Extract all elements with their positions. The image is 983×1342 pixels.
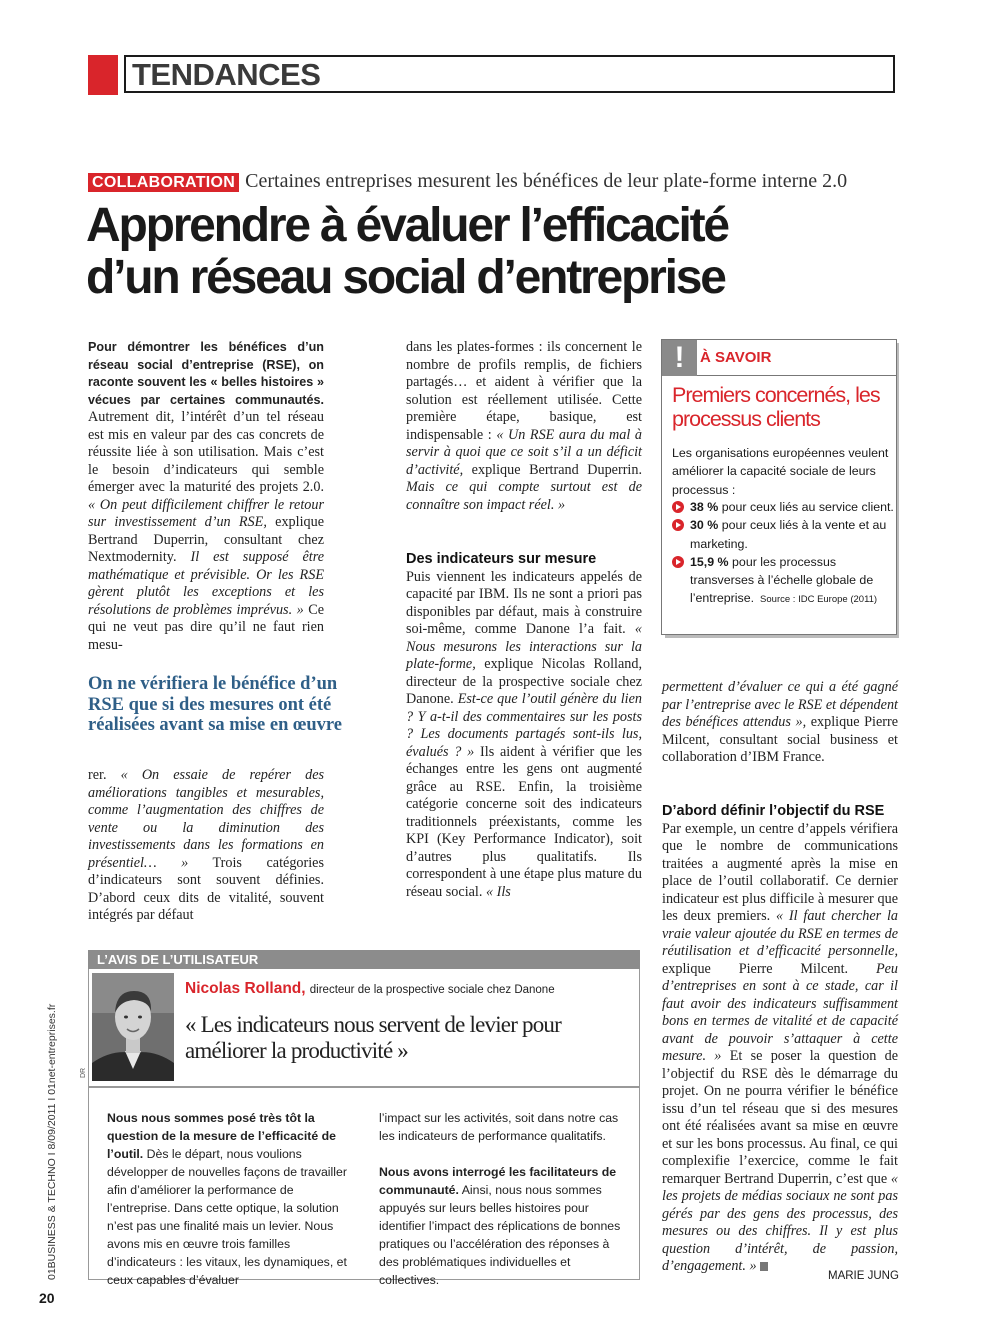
end-mark-icon — [760, 1262, 768, 1271]
pull-quote: On ne vérifiera le bénéfice d’un RSE que si des mesures ont été réalisées avant sa mise en œuvre — [88, 674, 342, 735]
body-text: dans les plates-formes : ils concernent le nombre de profils remplis, de fichiers partagés… et aident à vérifier que la solution est réellement utilisée. Cette première étape, basique, est indispensable : — [406, 339, 642, 443]
lead-paragraph: Pour démontrer les bénéfices d’un réseau social d’entreprise (RSE), on raconte souvent les « belles histoires » vécues par certaines communautés. — [88, 340, 324, 407]
column-3-bottom — [662, 803, 898, 1276]
headline-line-1: Apprendre à évaluer l’efficacité — [86, 199, 728, 252]
source-note: Source : IDC Europe (2011) — [760, 594, 878, 606]
user-opinion-column-2 — [379, 1109, 627, 1289]
body-text: Ils aident à vérifier que les échanges entre les gens ont augmenté grâce au RSE. Enfin, la troisième catégorie concerne soit des indicateurs traditionnels préexistants, comme les KPI (Key Performance Indicator), soit d’autres plus qualitatifs. Ils correspondent à une étape plus mature du réseau social. — [406, 743, 642, 900]
subheading: Des indicateurs sur mesure — [406, 551, 597, 567]
quote-text: Mais ce qui compte surtout est de connaître son impact réel. » — [406, 479, 642, 513]
info-box-title: Premiers concernés, les processus clients — [672, 383, 880, 431]
quote-text: « Nous mesurons les interactions sur la plate-forme, — [406, 621, 643, 672]
quote-text: permettent d’évaluer ce qui a été gagné par l’entreprise avec le RSE et dépendent des bénéfices attendus », — [662, 679, 898, 730]
column-1-bottom — [88, 767, 324, 925]
body-text: Trois catégories d’indicateurs sont souvent définies. D’abord ceux dits de vitalité, souvent intégrés par défaut — [88, 854, 324, 923]
kicker-text: Certaines entreprises mesurent les bénéfices de leur plate-forme interne 2.0 — [245, 170, 848, 192]
quote-text: « Un RSE aura du mal à servir à quoi que ce soit s’il a un déficit d’activité, — [406, 426, 642, 478]
subheading: D’abord définir l’objectif du RSE — [662, 803, 885, 819]
stat-value: 30 % — [690, 518, 719, 533]
divider — [697, 375, 896, 376]
quote-text: « On essaie de repérer des améliorations tangibles et mesurables, comme l’augmentation des chiffres de vente ou la diminution des investissements dans les formations en présentiel… » — [88, 767, 325, 871]
quote-text: « On peut difficilement chiffrer le retour sur investissement d’un RSE, — [88, 496, 324, 530]
column-2-bottom — [406, 551, 642, 901]
user-opinion-column-1 — [107, 1109, 355, 1289]
quote-text: « Il faut chercher la vraie valeur ajoutée du RSE en termes de réutilisation et d’efficacité personnelle, — [662, 908, 899, 959]
stat-value: 38 % — [690, 500, 719, 514]
stat-item — [672, 516, 894, 553]
section-title: TENDANCES — [132, 57, 321, 92]
exclamation-icon: ! — [662, 340, 697, 376]
stat-text: pour ceux liés à la vente et au marketing. — [690, 518, 887, 551]
kicker-tag: COLLABORATION — [88, 173, 239, 192]
user-name: Nicolas Rolland, — [185, 980, 306, 997]
stat-text: pour ceux liés au service client. — [721, 500, 894, 514]
arrow-bullet-icon — [672, 501, 684, 513]
stat-item — [672, 498, 894, 516]
user-quote: « Les indicateurs nous servent de levier pour améliorer la productivité » — [185, 1012, 561, 1063]
body-text: rer. — [88, 767, 107, 783]
quote-text: « Ils — [485, 883, 511, 900]
arrow-bullet-icon — [672, 556, 684, 568]
box-shadow — [897, 343, 899, 638]
body-text: explique Pierre Milcent. — [662, 960, 849, 977]
stat-value: 15,9 % — [690, 554, 729, 569]
bold-text: Nous nous sommes posé très tôt la question de la mesure de l’efficacité de l’outil. — [107, 1111, 336, 1161]
body-text: Et se poser la question de l’objectif du RSE dès le démarrage du projet. On ne pourra vérifier le bénéfice issu d’un tel réseau que si des mesures ont été réalisées avant sa mise en œuvre et sur les bons processus. Au final, ce qui complexifie l’exercice, comme le fait remarquer Bertrand Duperrin, c’est que — [662, 1048, 899, 1187]
headline-line-2: d’un réseau social d’entreprise — [86, 251, 725, 304]
paragraph — [379, 1163, 627, 1289]
column-3-top — [662, 679, 898, 767]
headline — [86, 200, 866, 304]
info-box-label: À SAVOIR — [700, 349, 772, 366]
portrait-illustration — [92, 973, 174, 1081]
section-marker — [88, 55, 118, 95]
body-text: Dès le départ, nous voulions développer de nouvelles façons de travailler afin d’améliorer la performance de l’entreprise. Dans cette optique, la solution n’est pas une finalité mais un levier. Nous avons mis en œuvre trois familles d’indicateurs : les vitaux, les dynamiques, et ceux capables d’évaluer — [107, 1147, 347, 1287]
author-signature: MARIE JUNG — [828, 1270, 899, 1282]
body-text: Autrement dit, l’intérêt d’un tel réseau est mis en valeur par des cas concrets de réussite liée à son utilisation. Mais c’est le besoin d’indicateurs qui semble émerger avec la maturité des projets 2.0. — [88, 409, 324, 495]
user-identity — [185, 980, 555, 998]
quote-text: Il est supposé être mathématique et prévisible. Or les RSE gèrent plutôt les exceptions et les résolutions de problèmes imprévus. » — [88, 549, 325, 618]
body-text: Par exemple, un centre d’appels vérifiera que le nombre de communications traitées a augmenté après la mise en place de l’outil collaboratif. Ce dernier indicateur est plus difficile à mesurer que les deux premiers. — [662, 820, 898, 924]
user-opinion-label: L’AVIS DE L’UTILISATEUR — [97, 952, 259, 967]
body-text: explique Nicolas Rolland, directeur de la prospective sociale chez Danone. — [406, 656, 642, 707]
column-2-top — [406, 339, 642, 514]
portrait-photo — [92, 973, 174, 1081]
body-text: Ce qui ne veut pas dire qu’il ne faut rien mesu- — [88, 601, 325, 653]
box-shadow — [665, 635, 899, 638]
body-text: explique Bertrand Duperrin, consultant chez Nextmodernity. — [88, 514, 324, 565]
body-text: l’impact sur les activités, soit dans notre cas les indicateurs de performance qualitatifs. — [379, 1111, 619, 1143]
page-number: 20 — [39, 1290, 55, 1306]
bold-text: Nous avons interrogé les facilitateurs de communauté. — [379, 1165, 617, 1197]
photo-credit: DR — [80, 1067, 87, 1078]
body-text: explique Bertrand Duperrin. — [471, 461, 643, 478]
stat-list — [672, 498, 894, 610]
user-role: directeur de la prospective sociale chez Danone — [309, 984, 555, 996]
kicker — [88, 170, 847, 193]
body-text: Ainsi, nous nous sommes appuyés sur leurs belles histoires pour identifier l’impact des réplications de bonnes pratiques ou l’accélération des réponses à des problématiques individuelles et collectives. — [379, 1183, 621, 1287]
column-1-top — [88, 339, 324, 654]
quote-text: « les projets de médias sociaux ne sont pas gérés par des gens des processus, des mesures ou des chiffres. Il y est plus question d’intérêt, de passion, d’engagement. » — [662, 1170, 899, 1274]
quote-text: Peu d’entreprises en sont à ce stade, car il faut avoir des indicateurs suffisamment bons en termes de vitalité et de capacité avant de pouvoir s’attaquer à cette mesure. » — [662, 960, 898, 1064]
side-folio: 01BUSINESS & TECHNO I 8/09/2011 I 01net-entreprises.fr — [46, 1003, 58, 1280]
quote-text: Est-ce que l’outil génère du lien ? Y a-t-il des commentaires sur les posts ? Les documents partagés sont-ils lus, évalués ? » — [406, 691, 642, 760]
stat-item — [672, 553, 894, 610]
body-text: explique Pierre Milcent, consultant social business et collaboration d’IBM France. — [662, 714, 898, 765]
body-text: Puis viennent les indicateurs appelés de capacité par IBM. Ils ne sont a priori pas disponibles par défaut, mais à construire soi-même, comme Danone l’a fait. — [406, 568, 642, 637]
info-box-intro: Les organisations européennes veulent améliorer la capacité sociale de leurs processus : — [672, 446, 889, 497]
arrow-bullet-icon — [672, 519, 684, 531]
stat-text: pour les processus transverses à l’échelle globale de l’entreprise. — [690, 554, 874, 606]
